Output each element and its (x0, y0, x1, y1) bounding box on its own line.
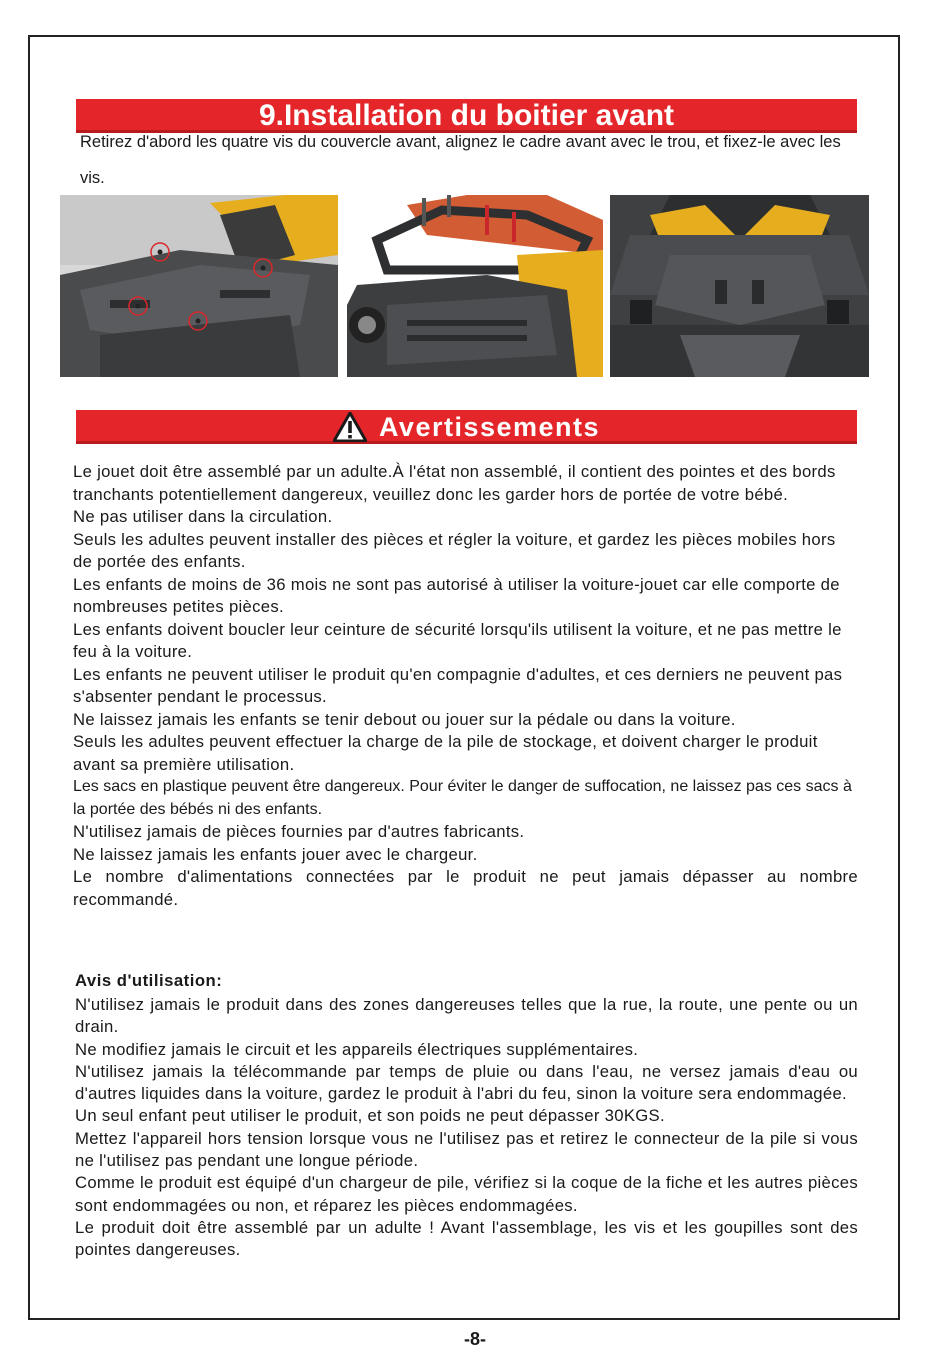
usage-item: Mettez l'appareil hors tension lorsque vous ne l'utilisez pas et retirez le connecteur de la pile si vous ne l'utilisez pas pendant une longue période. (75, 1128, 858, 1171)
warnings-banner (76, 410, 857, 444)
usage-title: Avis d'utilisation: (75, 971, 223, 990)
warning-item: Ne pas utiliser dans la circulation. (73, 507, 333, 526)
warning-item: Les enfants doivent boucler leur ceinture de sécurité lorsqu'ils utilisent la voiture, et ne pas mettre le feu à la voiture. (73, 619, 842, 661)
section-title: 9.Installation du boitier avant (76, 99, 857, 133)
usage-item: N'utilisez jamais la télécommande par temps de pluie ou dans l'eau, ne versez jamais d'eau ou d'autres liquides dans la voiture, gardez le produit à l'abri du feu, sinon la voiture sera endommagée. (75, 1061, 858, 1104)
warning-item: N'utilisez jamais de pièces fournies par d'autres fabricants. (73, 822, 525, 841)
warning-item: Le jouet doit être assemblé par un adulte.À l'état non assemblé, il contient des pointes et des bords tranchants potentiellement dangereux, veuillez donc les garder hors de portée de votre bébé. (73, 462, 836, 504)
usage-list (75, 994, 858, 1262)
warning-item: Les enfants ne peuvent utiliser le produit qu'en compagnie d'adultes, et ces derniers ne peuvent pas s'absenter pendant le processus. (73, 664, 843, 706)
usage-item: Le produit doit être assemblé par un adulte ! Avant l'assemblage, les vis et les goupilles sont des pointes dangereuses. (75, 1217, 858, 1260)
usage-item: Ne modifiez jamais le circuit et les appareils électriques supplémentaires. (75, 1039, 639, 1059)
page-number: -8- (464, 1329, 486, 1349)
warning-item: Seuls les adultes peuvent effectuer la charge de la pile de stockage, et doivent charger le produit avant sa première utilisation. (73, 732, 818, 774)
warning-item: Les enfants de moins de 36 mois ne sont pas autorisé à utiliser la voiture-jouet car elle comporte de nombreuses petites pièces. (73, 574, 840, 616)
warning-triangle-icon (333, 412, 379, 442)
warning-item: Les sacs en plastique peuvent être dangereux. Pour éviter le danger de suffocation, ne laissez pas ces sacs à la portée des bébés ni des enfants. (73, 778, 852, 818)
usage-item: Comme le produit est équipé d'un chargeur de pile, vérifiez si la coque de la fiche et les autres pièces sont endommagées ou non, et réparez les pièces endommagées. (75, 1173, 858, 1215)
warning-item: Ne laissez jamais les enfants se tenir debout ou jouer sur la pédale ou dans la voiture. (73, 709, 736, 729)
atv-front-cover-installed-photo (610, 195, 869, 377)
atv-front-cover-screws-photo (60, 195, 338, 377)
warnings-title: Avertissements (378, 412, 601, 442)
usage-item: Un seul enfant peut utiliser le produit, et son poids ne peut dépasser 30KGS. (75, 1106, 665, 1126)
warnings-list (73, 461, 858, 911)
warning-item: Le nombre d'alimentations connectées par le produit ne peut jamais dépasser au nombre recommandé. (73, 867, 858, 909)
warning-item: Ne laissez jamais les enfants jouer avec le chargeur. (73, 844, 478, 864)
intro-text: Retirez d'abord les quatre vis du couvercle avant, alignez le cadre avant avec le trou, et fixez-le avec les vis. (80, 133, 841, 187)
atv-front-frame-alignment-photo (347, 195, 603, 377)
warning-item: Seuls les adultes peuvent installer des pièces et régler la voiture, et gardez les pièces mobiles hors de portée des enfants. (73, 529, 836, 571)
usage-item: N'utilisez jamais le produit dans des zones dangereuses telles que la rue, la route, une pente ou un drain. (75, 995, 858, 1037)
